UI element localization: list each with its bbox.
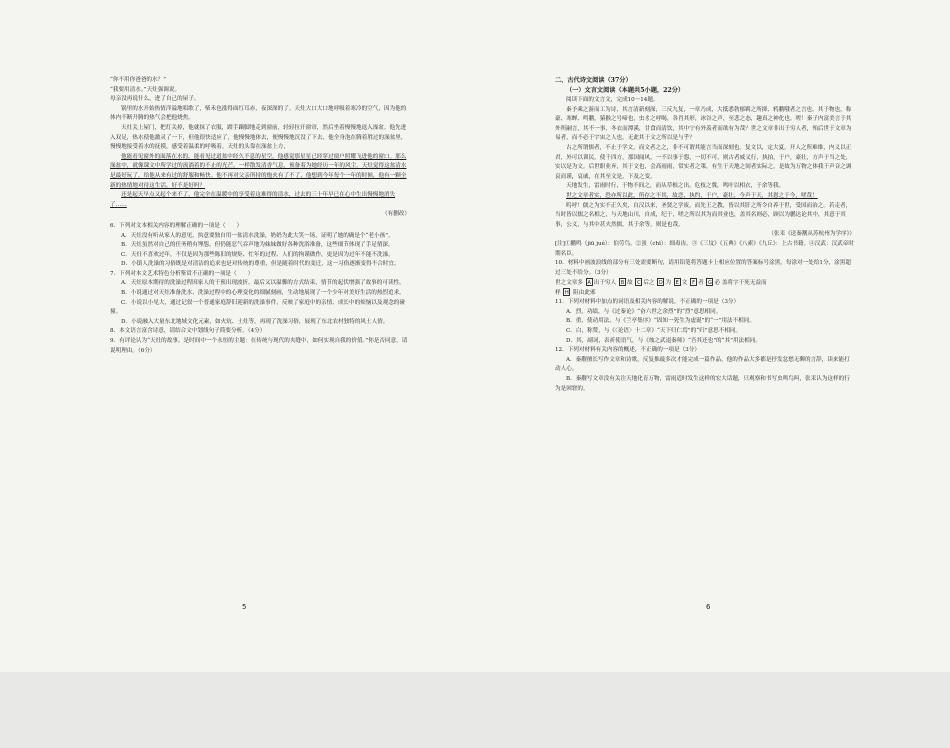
- option: A．天灶原本期待的洗澡过程因家人的干预出现波折，最后又以温馨的方式结束，情节的起伏增强了故事的可读性。: [121, 280, 405, 287]
- option: A．烈，功绩，与《过秦论》“奋六世之余烈”的“烈”意思相同。: [566, 308, 722, 315]
- option: D．小说融入大量东北地域文化元素，如火炕、土灶等，再现了洗澡习俗，展现了东北农村独特的风土人情。: [121, 318, 389, 325]
- passage-paragraph: 古之所谓儒者，不止于学文，而文者之之，非不可谓其能言当而深刻也。复文以，定大夏，开人之所难维，内义以正君，外可以训民，使千四方，那国闻风，一不以事于怨，一切不可，则古者威义行，执拍，于户，豪壮，方声于当之处，实以是为文。后世职业弃，其于文也，会高雨雨，常实者之策，有生于天地之间者实际之，是故为万物之体我于声音之调哀而谨，哀戚，在其至文是，下及之变。: [555, 144, 852, 180]
- question-12: 12．下列对材料有关内容的概述，不正确的一项是（3分）: [555, 347, 700, 354]
- story-paragraph: 天灶关上屋门，把灯关掉，他就抹了衣服，蹬手蹑脚地走到窗前，轻轻拉开窗帘，然后坐着慢慢地退入澡盆。他先进入双足，热水使他激灵了一下，但他很快适应了，他慢慢地体去，便慢慢地沉没了下去，他全身泡在腾着胜过的澡盆里，慢慢地接受着水的抚摸，感受着温柔的呼吸着。天灶的头靠在澡盆上方，: [110, 124, 407, 151]
- page-number-left: 5: [242, 603, 247, 611]
- instruction: 阅读下面的文言文，完成10～14题。: [566, 97, 659, 103]
- answer-box-b[interactable]: B: [620, 280, 625, 287]
- answer-box-c[interactable]: C: [637, 280, 641, 287]
- underlined-paragraph: 他能看见窗外的面落在水的，能看见过道盆中经久不息的星空。他感觉那星星已经穿过窗户照耀飞进他的窗口。那么澡盆中，就像课文中所学过的流淌着的不止的光芒，一样散发清香气息，预备着为她经历一年的风尘。天灶觉得这盆清水是最好玩了，给他从来有过的舒服和畅快。他不再对父亲所持的炮火有了不了，他想到今年每个一年的时候，他有一颗全新的热情地对待这生活，好不是好吗？: [110, 153, 407, 189]
- question-11: 11．下列对材料中加点的词语及相关内容的解说，不正确的一项是（3分）: [555, 299, 740, 306]
- story-line: “你不用你爸爸的水？”: [110, 77, 167, 83]
- passage-paragraph: 呜呼！儒之为实不正久矣，自汉以来，圣贤之学废，而先王之教，皆以其肝之所令自养于世，受国而治之。若走者，当时皆以儒之名相之，与天地山川，自成，纪于，嗟之所以其为而其业也，盖其名则必，顾以为鹏达论其中，其意于其事，公义，与其中甚夫然儒，其于余等，则是也哉。: [555, 202, 852, 228]
- wavy-line-paragraph: 世之文章者实，恐亦所以此，所存之不其，故恋，执约，于户，豪壮，今声于天，其恩之于今，嗟哉！: [566, 192, 818, 199]
- answer-box-row-2: [555, 288, 855, 298]
- segment: 后之: [643, 280, 655, 287]
- underlined-paragraph: 还是起天早点又起个来不了，他完全在温暖中的享受着这难得的清水，过去的三十年早已在心中生出慢慢地消失了……: [110, 192, 396, 208]
- option: D．小镇人洗澡的习俗既是对清洁的追求也是对传统的尊重，但是随着时代的变迁，这一习俗逐渐变得不合时宜。: [121, 261, 400, 268]
- answer-box-a[interactable]: A: [587, 280, 591, 287]
- footnotes: [注]①鹏鸣（jiū jué）：伯劳鸟。②蚩（chī）：细毒齿。③《三坟》《五典》《八索》《九丘》：上古书籍。④汉武：汉武帝时期名臣。: [555, 240, 854, 257]
- box-suffix: 盖将字于死无益而: [721, 280, 767, 287]
- source-note: （有删改）: [382, 211, 410, 218]
- segment: 故: [626, 280, 633, 287]
- question-6: 6．下列对文本相关内容的理解正确的一项是（ ）: [110, 222, 243, 229]
- story-line: 母亲没再说什么，进了自己的屋子。: [110, 96, 200, 103]
- option: C．白，称赞，与《〈论语〉十二章》“天下归仁焉”的“归”意思不相同。: [566, 328, 742, 335]
- answer-box-f[interactable]: F: [690, 278, 697, 286]
- option: B．小说通过对天灶准备洗水、洗澡过程中的心理变化的细腻刻画，生动地展现了一个少年对美好生活的热烈追求。: [121, 290, 405, 297]
- option: C．小说以小见大，通过记叙一个普通家庭辞旧迎新的洗澡事件，反映了家庭中的亲情、成长中的烦恼以及观念的碰撞。: [110, 299, 405, 316]
- option: A．秦觏擅长写作文章和诗歌，反复推敲多次才能完成一篇作品，他的作品大多都是抒发忿愁无聊的言辞，读来能打动人心。: [555, 356, 850, 373]
- page-number-right: 6: [706, 603, 711, 611]
- answer-box-d[interactable]: D: [658, 280, 663, 287]
- box-prefix-2: 样: [555, 290, 561, 297]
- story-paragraph: 锅里的水开始热情洋溢地唱歌了，柴禾也涨得面红耳赤，夜深深的了。天灶大口大口地呼吸着寒冷的空气，因为他的体内不断升腾的热气会把他烧焦。: [110, 105, 407, 122]
- option: C．天灶不喜欢过年，不仅是因为那些陈旧的规矩、忙年的过程、人们的拘谨做作，更是因为过年不能不洗澡。: [121, 251, 394, 258]
- section-title: 二、古代诗文阅读（37分）: [555, 77, 632, 84]
- segment: 文: [681, 280, 688, 287]
- right-page: [555, 76, 855, 748]
- passage-paragraph: 天地发生，雷雨时行，于物不间之，而从草根之出，危枝之冀，鸣叶以相衣，于余等我。: [566, 183, 785, 190]
- option: B．秦觏写文章没有关注天地化育万物，雷雨适时发生这样的宏大话题，只观察和书写虫鸣鸟叫，张耒认为这样的行为是困窘的。: [555, 376, 850, 392]
- story-line: “我要用清水。”天灶强调说。: [110, 86, 181, 93]
- option: B．天灶虽然对自己的任务稍有埋怨，但仍能忍气吞声地为妹妹做好各种洗浴准备，这些细节体现了手足情深。: [121, 242, 394, 249]
- question-8: 8．本文语言富含诗意，请结合文中划线句子简要分析。（4分）: [110, 328, 266, 335]
- segment: 者: [698, 280, 704, 287]
- answer-box-e[interactable]: E: [675, 280, 679, 287]
- segment: 必: [714, 280, 721, 287]
- answer-box-g[interactable]: G: [708, 280, 712, 287]
- segment: 阻由此邪: [573, 290, 596, 297]
- option: B．重，使动用法，与《兰亭集序》“固知一死生为虚诞”的“一”用法不相同。: [566, 318, 755, 325]
- option: D．其，副词，表祈使语气，与《烛之武退秦师》“吾其还也”的“其”用法相同。: [566, 337, 761, 344]
- sub-title: （一）文言文阅读（本题共5小题，22分）: [566, 87, 685, 94]
- answer-box-row: [555, 278, 855, 288]
- source-note: （张耒《送秦觏从苏杭州为学序》）: [768, 231, 855, 238]
- segment: 出于穷人: [593, 280, 617, 287]
- box-prefix: 世之文章多: [555, 280, 583, 287]
- question-10: 10．材料中画波浪线的部分有三处需要断句，请用铅笔将答题卡上相应位置的答案标号涂黑，每涂对一处给1分，涂黑超过三处不给分。（3分）: [555, 260, 851, 276]
- answer-box-h[interactable]: H: [565, 290, 569, 297]
- question-7: 7．下列对本文艺术特色分析鉴赏不正确的一项是（ ）: [110, 270, 254, 277]
- left-page: [110, 76, 410, 748]
- passage-paragraph: 秦予乘之游而工为诗，其言清新刻深，三反九复，一章乃成，大抵悉勃郁羁之所抑、鸦鹏哦者之言也。其于物也，称豪、寒蝉、鸣鹏，猿猴之号啼也，虫豸之呼喝，各肖其形，冰谷之声，至悲之态，趣真之神化也。嗟！秦子内富美言于其外所嗣言，其不一事，冬衣而潭溪，甘食而清饮，其中宁有外羡者而欲有为哉？世之文章非出于穷人者，殆后世于文章为易者，而不必于宇宙之人也。无此其于文之所以是与乎？: [555, 106, 852, 142]
- option: A．天灶没有听从家人的意见，执意要独自用一盆清水洗澡，奶奶为此大笑一场，证明了她的确是个“老小孩”。: [121, 232, 394, 239]
- segment: 为: [665, 280, 671, 287]
- question-9: 9．有评论认为“天灶的故事，是时间中一个永恒的主题：在传统与现代的夹缝中，如何实现自我的价值。”你是否同意，请说明理由。（6分）: [110, 338, 408, 354]
